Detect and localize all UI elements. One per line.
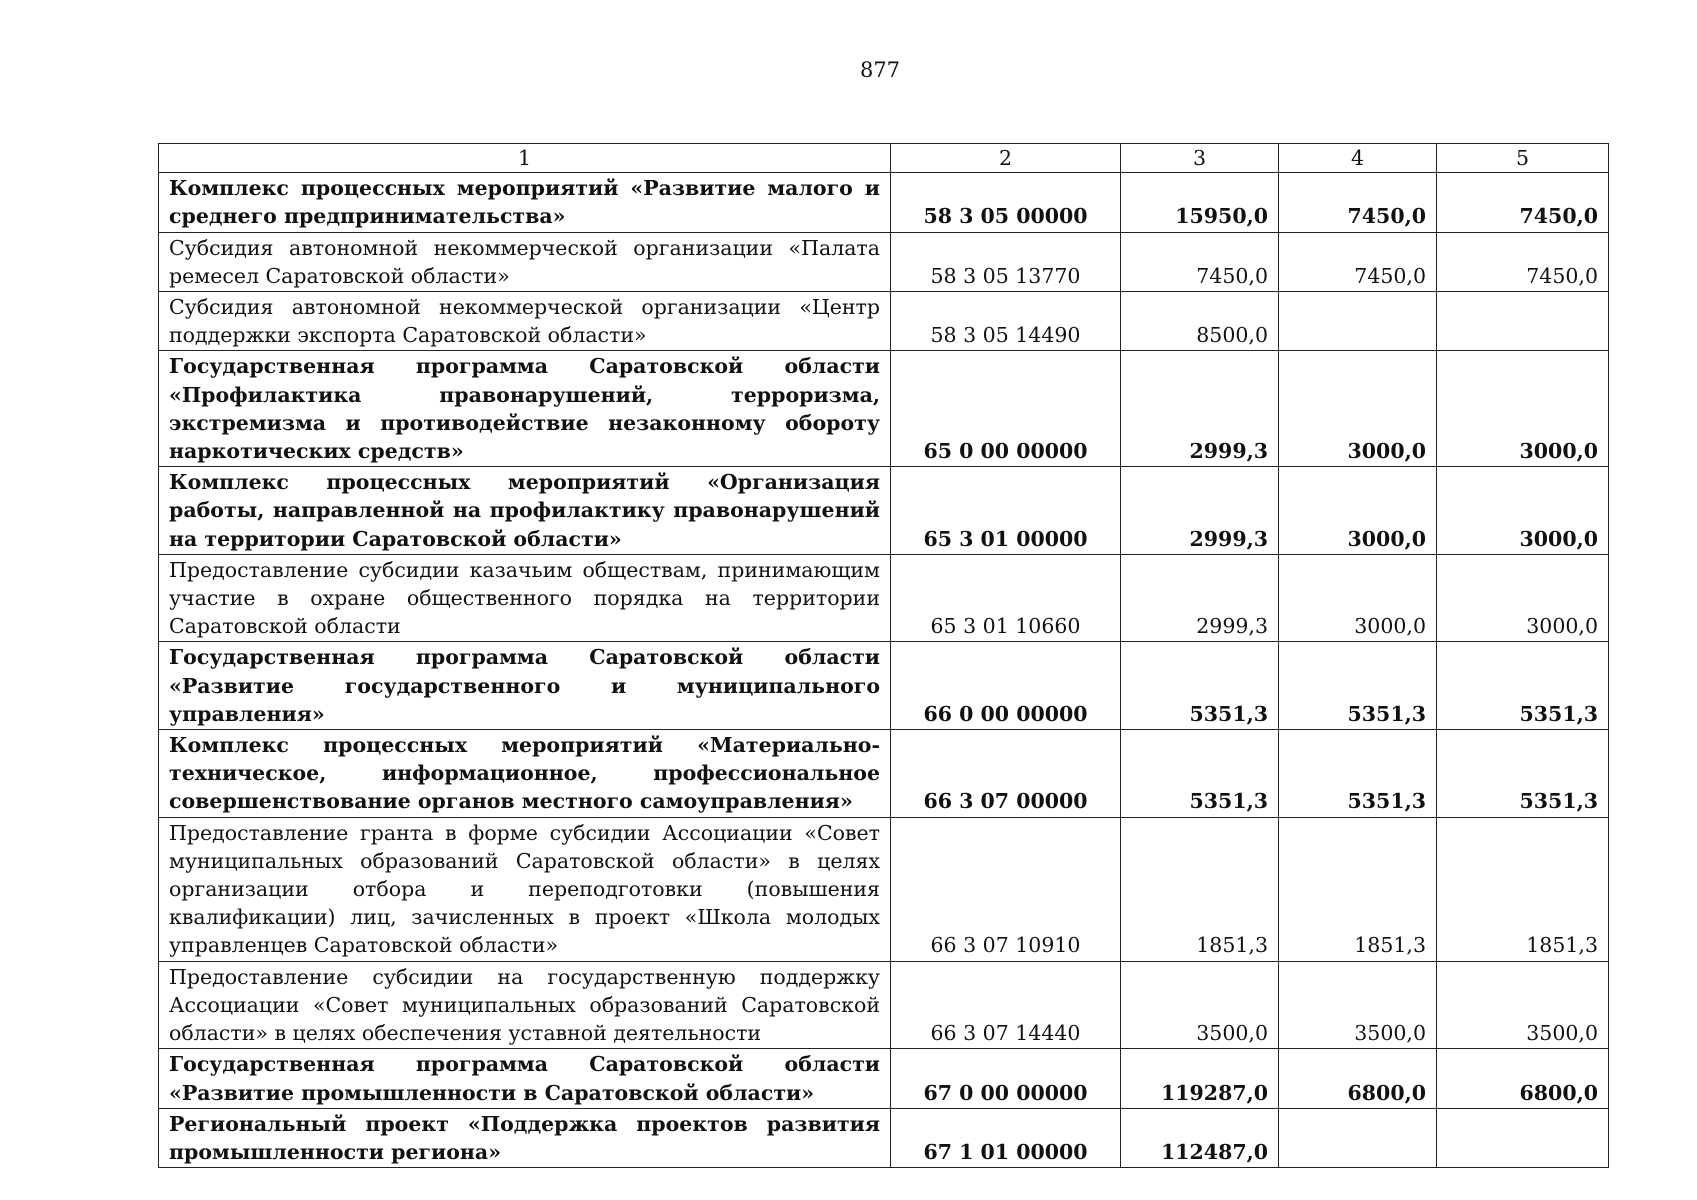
row-value-col4: 7450,0	[1279, 232, 1437, 291]
row-value-col3: 5351,3	[1121, 642, 1279, 730]
row-name: Региональный проект «Поддержка проектов развития промышленности региона»	[159, 1108, 891, 1167]
row-value-col3: 15950,0	[1121, 173, 1279, 232]
row-value-col3: 2999,3	[1121, 467, 1279, 555]
row-name: Комплекс процессных мероприятий «Развитие малого и среднего предпринимательства»	[159, 173, 891, 232]
row-code: 58 3 05 00000	[891, 173, 1121, 232]
row-value-col5: 3000,0	[1437, 351, 1609, 467]
row-name: Субсидия автономной некоммерческой организации «Центр поддержки экспорта Саратовской области»	[159, 292, 891, 351]
row-value-col5	[1437, 1108, 1609, 1167]
row-code: 65 0 00 00000	[891, 351, 1121, 467]
table-row	[159, 730, 1609, 818]
table-row	[159, 961, 1609, 1049]
row-value-col3: 2999,3	[1121, 554, 1279, 642]
row-value-col3: 8500,0	[1121, 292, 1279, 351]
row-value-col3: 112487,0	[1121, 1108, 1279, 1167]
row-value-col5: 7450,0	[1437, 232, 1609, 291]
page-number: 877	[859, 58, 901, 82]
row-code: 66 3 07 00000	[891, 730, 1121, 818]
row-value-col5: 5351,3	[1437, 730, 1609, 818]
table-row	[159, 554, 1609, 642]
row-code: 66 3 07 10910	[891, 817, 1121, 961]
column-header-2: 2	[891, 144, 1121, 173]
row-name: Государственная программа Саратовской области «Развитие государственного и муниципального управления»	[159, 642, 891, 730]
row-value-col4: 3000,0	[1279, 554, 1437, 642]
row-value-col4: 5351,3	[1279, 730, 1437, 818]
table-row	[159, 351, 1609, 467]
budget-table-container	[158, 143, 1608, 1168]
row-code: 65 3 01 00000	[891, 467, 1121, 555]
row-value-col5: 3000,0	[1437, 467, 1609, 555]
row-value-col4: 7450,0	[1279, 173, 1437, 232]
row-value-col4: 3500,0	[1279, 961, 1437, 1049]
column-header-4: 4	[1279, 144, 1437, 173]
table-row	[159, 292, 1609, 351]
table-row	[159, 1049, 1609, 1108]
row-code: 58 3 05 13770	[891, 232, 1121, 291]
column-header-1: 1	[159, 144, 891, 173]
budget-table	[158, 143, 1609, 1168]
row-value-col4: 1851,3	[1279, 817, 1437, 961]
row-code: 65 3 01 10660	[891, 554, 1121, 642]
row-code: 66 0 00 00000	[891, 642, 1121, 730]
row-value-col4	[1279, 1108, 1437, 1167]
row-name: Субсидия автономной некоммерческой организации «Палата ремесел Саратовской области»	[159, 232, 891, 291]
row-code: 66 3 07 14440	[891, 961, 1121, 1049]
row-value-col3: 7450,0	[1121, 232, 1279, 291]
table-row	[159, 1108, 1609, 1167]
row-value-col4: 6800,0	[1279, 1049, 1437, 1108]
row-value-col3: 119287,0	[1121, 1049, 1279, 1108]
row-value-col5: 3000,0	[1437, 554, 1609, 642]
row-name: Комплекс процессных мероприятий «Материально-техническое, информационное, профессиональное совершенствование органов местного самоуправления»	[159, 730, 891, 818]
table-row	[159, 817, 1609, 961]
row-name: Предоставление гранта в форме субсидии Ассоциации «Совет муниципальных образований Саратовской области» в целях организации отбора и переподготовки (повышения квалификации) лиц, зачисленных в проект «Школа молодых управленцев Саратовской области»	[159, 817, 891, 961]
column-number-header-row	[159, 144, 1609, 173]
row-name: Предоставление субсидии казачьим обществам, принимающим участие в охране общественного порядка на территории Саратовской области	[159, 554, 891, 642]
row-value-col5: 7450,0	[1437, 173, 1609, 232]
row-value-col5: 3500,0	[1437, 961, 1609, 1049]
row-code: 58 3 05 14490	[891, 292, 1121, 351]
column-header-5: 5	[1437, 144, 1609, 173]
row-value-col3: 1851,3	[1121, 817, 1279, 961]
row-value-col5: 5351,3	[1437, 642, 1609, 730]
row-value-col3: 2999,3	[1121, 351, 1279, 467]
row-code: 67 1 01 00000	[891, 1108, 1121, 1167]
row-value-col3: 5351,3	[1121, 730, 1279, 818]
table-row	[159, 173, 1609, 232]
row-name: Государственная программа Саратовской области «Развитие промышленности в Саратовской области»	[159, 1049, 891, 1108]
row-value-col4: 3000,0	[1279, 351, 1437, 467]
row-name: Комплекс процессных мероприятий «Организация работы, направленной на профилактику правонарушений на территории Саратовской области»	[159, 467, 891, 555]
row-value-col4	[1279, 292, 1437, 351]
row-value-col3: 3500,0	[1121, 961, 1279, 1049]
row-name: Предоставление субсидии на государственную поддержку Ассоциации «Совет муниципальных образований Саратовской области» в целях обеспечения уставной деятельности	[159, 961, 891, 1049]
row-value-col5: 6800,0	[1437, 1049, 1609, 1108]
table-row	[159, 232, 1609, 291]
row-code: 67 0 00 00000	[891, 1049, 1121, 1108]
row-name: Государственная программа Саратовской области «Профилактика правонарушений, терроризма, экстремизма и противодействие незаконному обороту наркотических средств»	[159, 351, 891, 467]
row-value-col4: 5351,3	[1279, 642, 1437, 730]
row-value-col4: 3000,0	[1279, 467, 1437, 555]
column-header-3: 3	[1121, 144, 1279, 173]
row-value-col5: 1851,3	[1437, 817, 1609, 961]
table-row	[159, 642, 1609, 730]
row-value-col5	[1437, 292, 1609, 351]
table-row	[159, 467, 1609, 555]
